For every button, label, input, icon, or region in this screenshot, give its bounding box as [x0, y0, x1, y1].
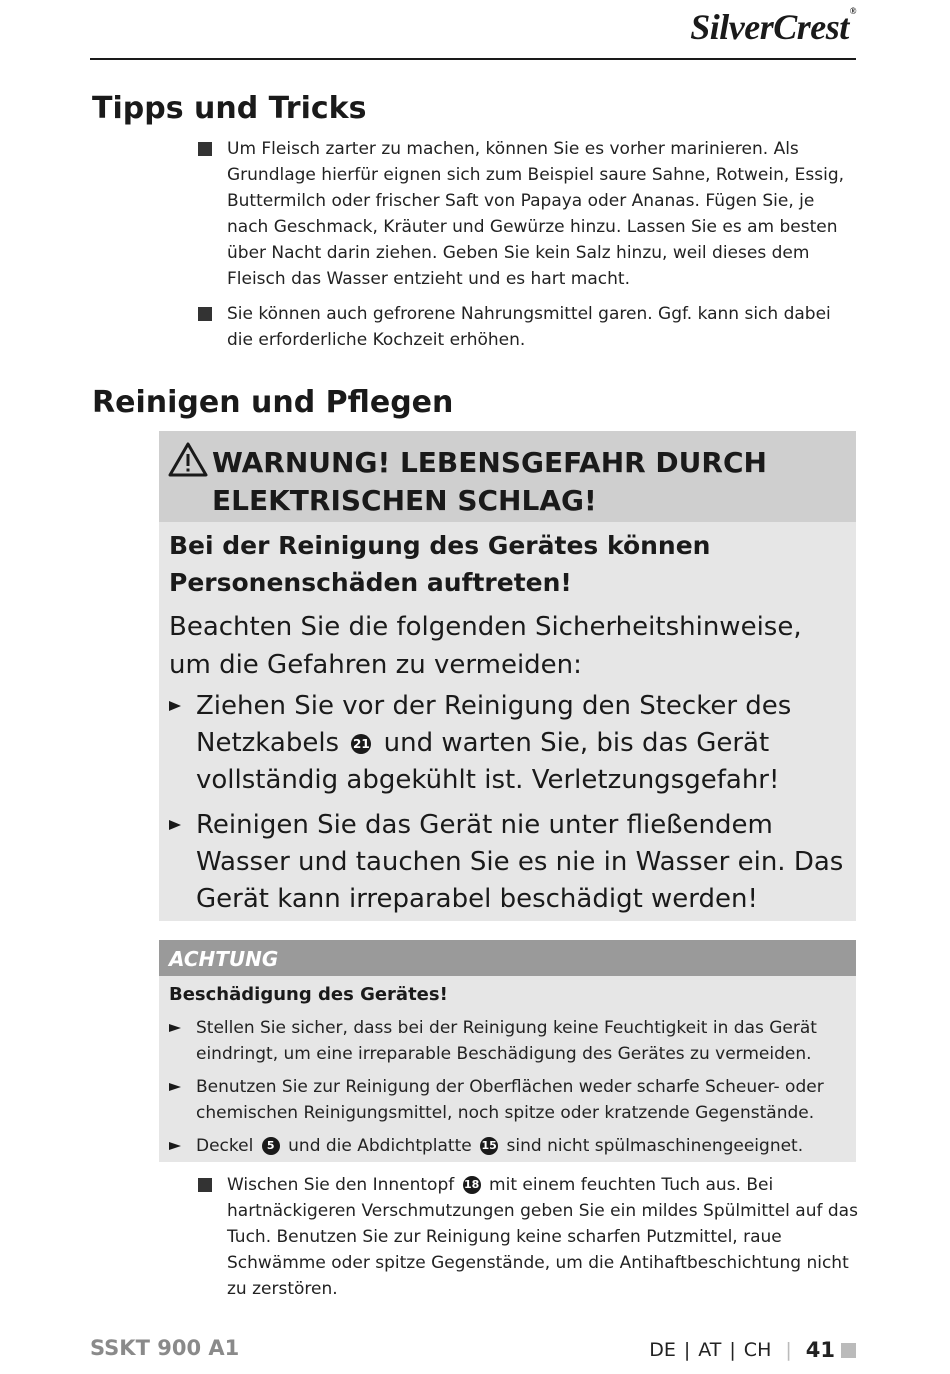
- caution-bullet: Deckel 5 und die Abdichtplatte 15 sind nicht spülmaschinengeeignet.: [169, 1133, 849, 1159]
- warning-triangle-icon: [168, 441, 208, 477]
- header-rule: [90, 58, 856, 60]
- caution-label: ACHTUNG: [169, 947, 279, 971]
- country-code: CH: [743, 1339, 772, 1361]
- country-code: AT: [698, 1339, 722, 1361]
- footer-page-info: [649, 1338, 856, 1362]
- square-bullet-icon: [198, 1178, 212, 1192]
- part-number-badge: 5: [262, 1137, 280, 1155]
- tips-item: Um Fleisch zarter zu machen, können Sie es vorher marinieren. Als Grundlage hierfür eignen sich zum Beispiel saure Sahne, Rotwein, Essig, Buttermilch oder frischer Saft von Papaya oder Ananas. Fügen Sie, je nach Geschmack, Kräuter und Gewürze hinzu. Lassen Sie es am besten über Nacht darin ziehen. Geben Sie kein Salz hinzu, weil dieses dem Fleisch das Wasser entzieht und es hart macht.: [198, 136, 858, 292]
- separator: |: [729, 1339, 736, 1361]
- square-bullet-icon: [198, 142, 212, 156]
- arrow-bullet-icon: [169, 1024, 181, 1032]
- warning-bullet: Ziehen Sie vor der Reinigung den Stecker des Netzkabels 21 und warten Sie, bis das Gerät vollständig abgekühlt ist. Verletzungsgefahr!: [169, 688, 849, 799]
- arrow-bullet-icon: [169, 1142, 181, 1150]
- separator: |: [785, 1339, 792, 1361]
- part-number-badge: 21: [351, 734, 371, 754]
- arrow-bullet-icon: [169, 1083, 181, 1091]
- tips-item: Sie können auch gefrorene Nahrungsmittel garen. Ggf. kann sich dabei die erforderliche Kochzeit erhöhen.: [198, 301, 858, 353]
- caution-subtitle: Beschädigung des Gerätes!: [169, 984, 448, 1005]
- model-number: SSKT 900 A1: [90, 1336, 240, 1360]
- part-number-badge: 18: [463, 1176, 481, 1194]
- caution-bullet: Benutzen Sie zur Reinigung der Oberflächen weder scharfe Scheuer- oder chemischen Reinigungsmittel, noch spitze oder kratzende Gegenstände.: [169, 1074, 849, 1126]
- arrow-bullet-icon: [169, 820, 181, 830]
- warning-bullet: Reinigen Sie das Gerät nie unter fließendem Wasser und tauchen Sie es nie in Wasser ein. Das Gerät kann irreparabel beschädigt werden!: [169, 807, 849, 918]
- part-number-badge: 15: [480, 1137, 498, 1155]
- page-number: 41: [805, 1338, 835, 1362]
- square-bullet-icon: [198, 307, 212, 321]
- cleaning-heading: Reinigen und Pflegen: [92, 385, 454, 420]
- warning-intro: Beachten Sie die folgenden Sicherheitshinweise, um die Gefahren zu vermeiden:: [169, 612, 802, 680]
- warning-subtitle: Bei der Reinigung des Gerätes können Personenschäden auftreten!: [169, 531, 711, 597]
- page-marker-icon: [841, 1343, 856, 1358]
- caution-header: [159, 940, 856, 976]
- arrow-bullet-icon: [169, 701, 181, 711]
- caution-bullet: Stellen Sie sicher, dass bei der Reinigung keine Feuchtigkeit in das Gerät eindringt, um eine irreparable Beschädigung des Gerätes zu vermeiden.: [169, 1015, 849, 1067]
- tips-heading: Tipps und Tricks: [92, 91, 367, 126]
- warning-box: [159, 431, 856, 921]
- cleaning-step: Wischen Sie den Innentopf 18 mit einem feuchten Tuch aus. Bei hartnäckigeren Verschmutzungen geben Sie ein mildes Spülmittel auf das Tuch. Benutzen Sie zur Reinigung keine scharfen Putzmittel, raue Schwämme oder spitze Gegenstände, um die Antihaftbeschichtung nicht zu zerstören.: [198, 1172, 858, 1302]
- brand-logo: SilverCrest®: [690, 6, 856, 47]
- warning-title: WARNUNG! LEBENSGEFAHR DURCH ELEKTRISCHEN SCHLAG!: [212, 446, 767, 517]
- country-code: DE: [649, 1339, 676, 1361]
- caution-box: [159, 940, 856, 1162]
- separator: |: [683, 1339, 691, 1361]
- warning-header: [159, 431, 856, 522]
